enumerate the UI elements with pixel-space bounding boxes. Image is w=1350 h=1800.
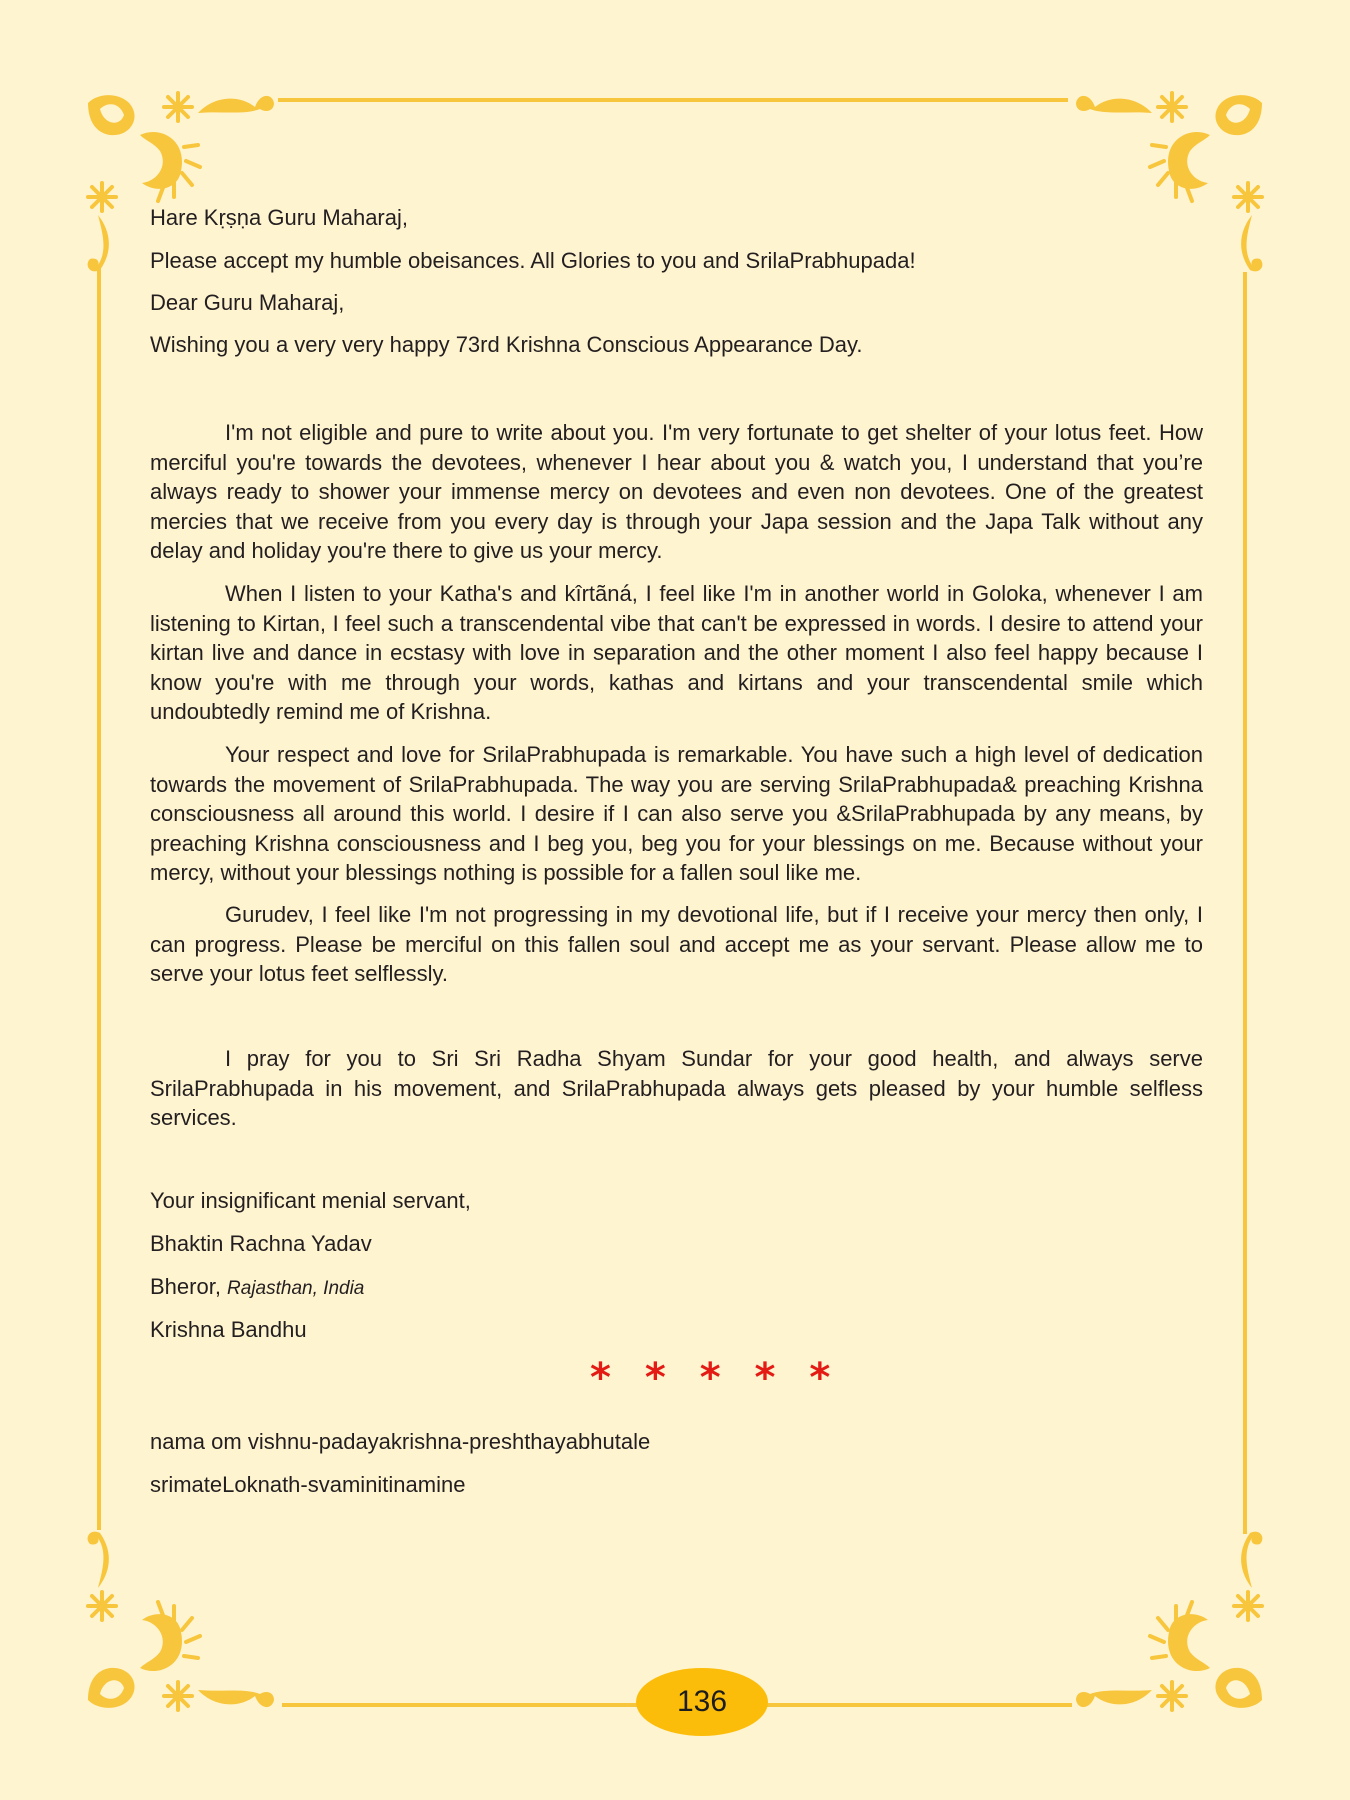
greeting: Dear Guru Maharaj, <box>150 290 345 315</box>
page-number: 136 <box>676 1685 728 1718</box>
birthday-wish: Wishing you a very very happy 73rd Krishna Conscious Appearance Day. <box>150 332 863 357</box>
corner-ornament-top-right-icon <box>1070 85 1270 275</box>
place-region: Rajasthan, India <box>227 1278 365 1299</box>
star-separator: * * * * * <box>590 1355 841 1401</box>
sender-name: Bhaktin Rachna Yadav <box>150 1231 372 1256</box>
paragraph-text: Gurudev, I feel like I'm not progressing in my devotional life, but if I receive your mercy then only, I can progress. Please be merciful on this fallen soul and accept me as your servant. Please allow me to serve your lotus feet selflessly. <box>150 902 1203 987</box>
corner-ornament-top-left-icon <box>80 85 280 275</box>
paragraph-text: I pray for you to Sri Sri Radha Shyam Sundar for your good health, and always serve SrilaPrabhupada in his movement, and SrilaPrabhupada always gets pleased by your humble selfless services. <box>150 1046 1203 1131</box>
left-border-line <box>97 268 101 1530</box>
letter-paragraph-1 <box>150 418 1203 566</box>
letter-paragraph-4 <box>150 900 1203 989</box>
corner-ornament-bottom-right-icon <box>1070 1528 1270 1718</box>
paragraph-text: When I listen to your Katha's and kîrtãná, I feel like I'm in another world in Goloka, whenever I am listening to Kirtan, I feel such a transcendental vibe that can't be expressed in words. I desire to attend your kirtan live and dance in ecstasy with love in separation and the other moment I also feel happy because I know you're with me through your words, kathas and kirtans and your transcendental smile which undoubtedly remind me of Krishna. <box>150 581 1203 725</box>
paragraph-text: Your respect and love for SrilaPrabhupada is remarkable. You have such a high level of dedication towards the movement of SrilaPrabhupada. The way you are serving SrilaPrabhupada& preaching Krishna consciousness all around this world. I desire if I can also serve you &SrilaPrabhupada by any means, by preaching Krishna consciousness and I beg you, beg you for your blessings on me. Because without your mercy, without your blessings nothing is possible for a fallen soul like me. <box>150 742 1203 886</box>
letter-paragraph-2 <box>150 579 1203 727</box>
salutation: Hare Kṛṣṇa Guru Maharaj, <box>150 205 408 230</box>
sender-group: Krishna Bandhu <box>150 1317 307 1342</box>
letter-paragraph-5 <box>150 1044 1203 1133</box>
place-city: Bheror, <box>150 1274 228 1299</box>
bottom-border-line-left <box>282 1703 638 1707</box>
pranam-mantra-line-1: nama om vishnu-padayakrishna-preshthayabhutale <box>150 1429 651 1454</box>
closing: Your insignificant menial servant, <box>150 1188 471 1213</box>
page-number-badge <box>636 1668 768 1736</box>
pranam-mantra-line-2: srimateLoknath-svaminitinamine <box>150 1472 466 1497</box>
top-border-line <box>278 98 1068 102</box>
bottom-border-line-right <box>766 1703 1072 1707</box>
corner-ornament-bottom-left-icon <box>80 1528 280 1718</box>
letter-paragraph-3 <box>150 740 1203 888</box>
right-border-line <box>1243 272 1247 1534</box>
sender-place <box>150 1274 364 1300</box>
paragraph-text: I'm not eligible and pure to write about you. I'm very fortunate to get shelter of your lotus feet. How merciful you're towards the devotees, whenever I hear about you & watch you, I understand that you’re always ready to shower your immense mercy on devotees and even non devotees. One of the greatest mercies that we receive from you every day is through your Japa session and the Japa Talk without any delay and holiday you're there to give us your mercy. <box>150 420 1203 564</box>
obeisances-line: Please accept my humble obeisances. All Glories to you and SrilaPrabhupada! <box>150 248 916 273</box>
